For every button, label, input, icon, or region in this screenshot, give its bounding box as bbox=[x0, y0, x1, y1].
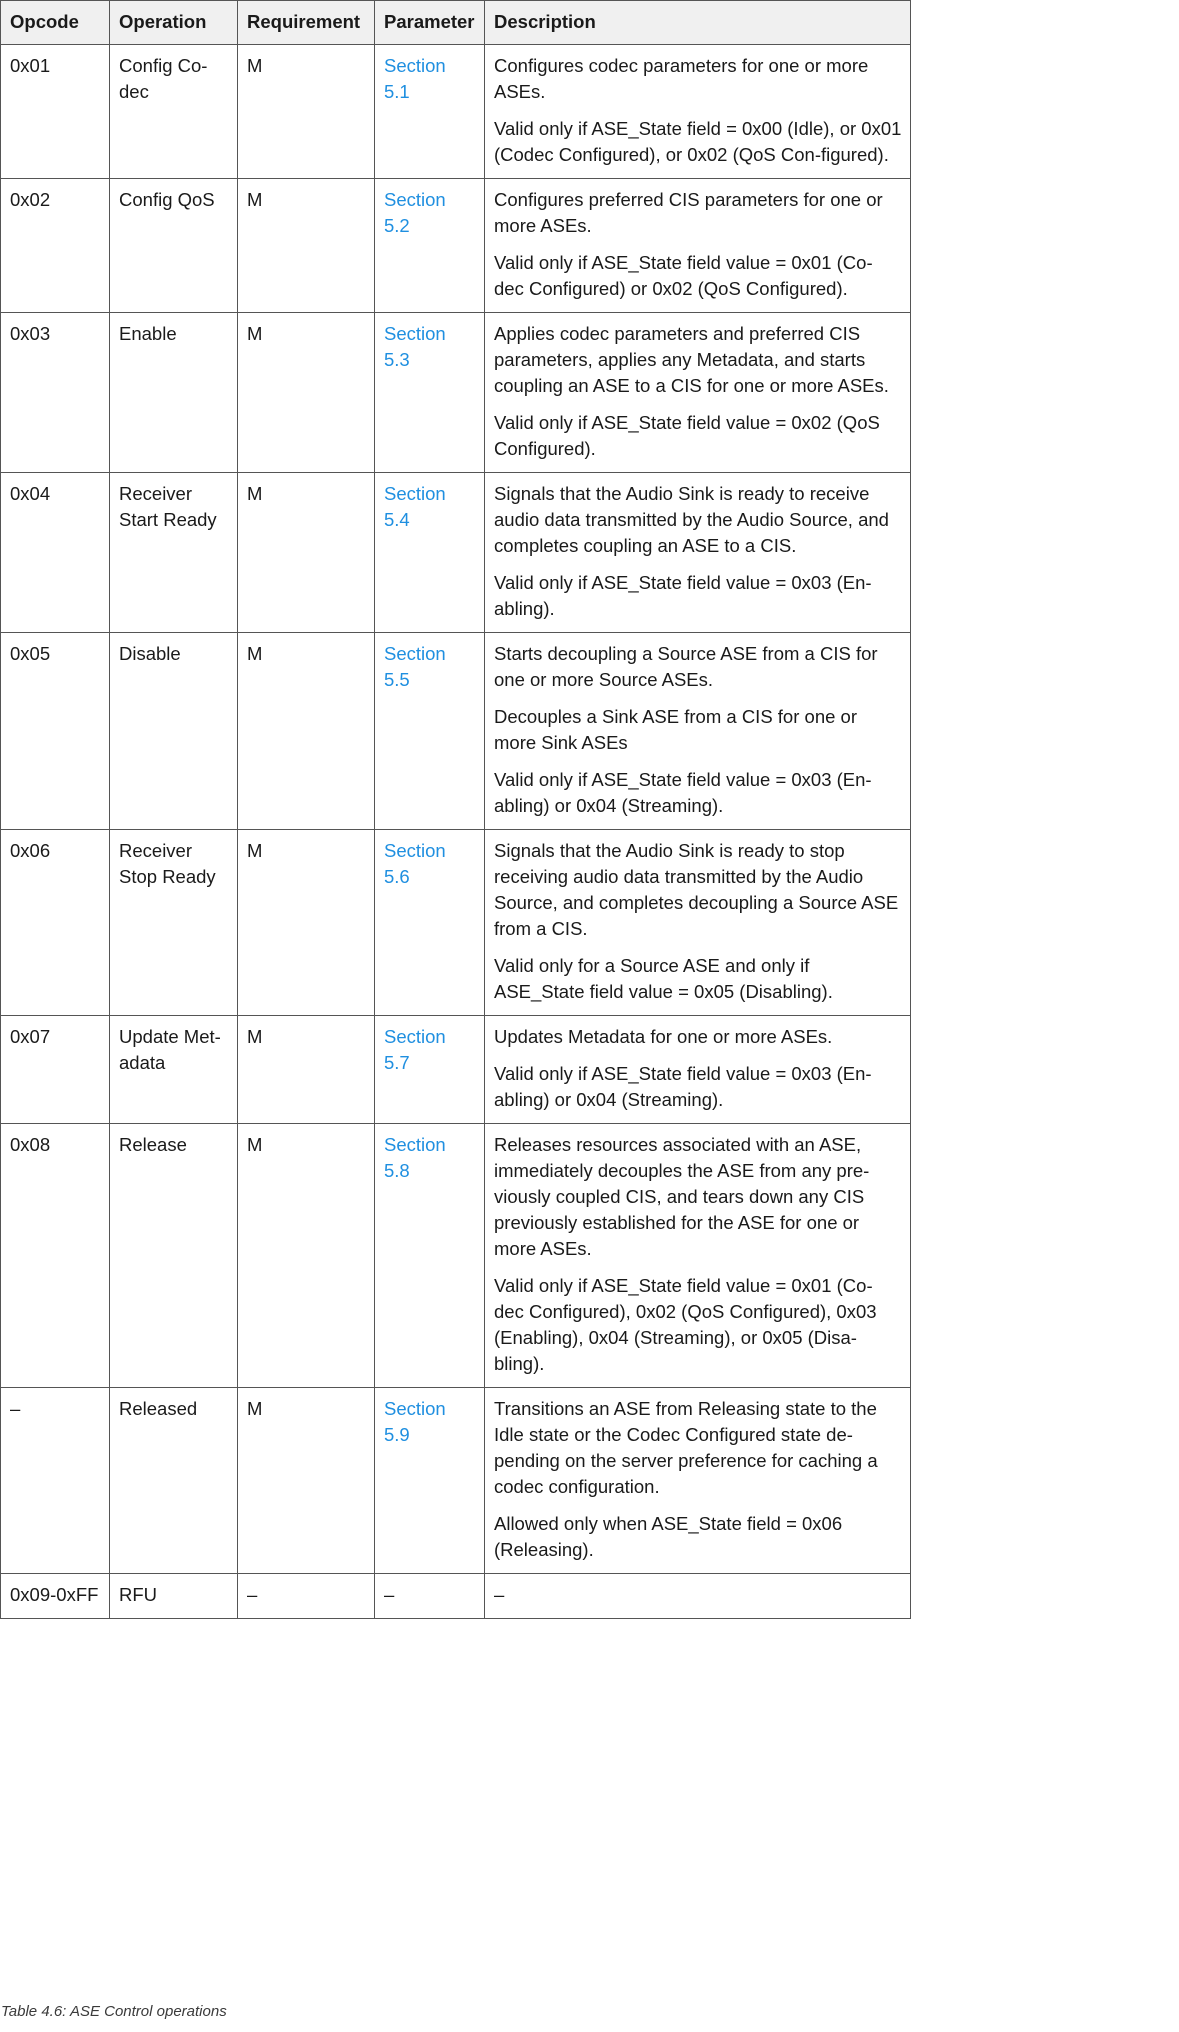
table-row bbox=[1, 1388, 911, 1574]
header-requirement: Requirement bbox=[238, 1, 375, 45]
requirement-cell: M bbox=[238, 313, 375, 473]
description-paragraph: Valid only if ASE_State field value = 0x03 (En-abling) or 0x04 (Streaming). bbox=[494, 1063, 872, 1110]
parameter-cell bbox=[375, 45, 485, 179]
operation-label: Config Co- dec bbox=[119, 55, 208, 102]
description-cell bbox=[485, 1388, 911, 1574]
opcode-cell: 0x04 bbox=[1, 473, 110, 633]
opcode-cell: 0x06 bbox=[1, 830, 110, 1016]
section-link[interactable]: Section 5.9 bbox=[384, 1398, 446, 1445]
description-cell bbox=[485, 313, 911, 473]
description-paragraph: Valid only if ASE_State field value = 0x01 (Co-dec Configured) or 0x02 (QoS Configured). bbox=[494, 252, 873, 299]
section-link[interactable]: Section 5.7 bbox=[384, 1026, 446, 1073]
table-caption: Table 4.6: ASE Control operations bbox=[1, 2003, 227, 2020]
operation-cell bbox=[110, 1016, 238, 1124]
requirement-cell: M bbox=[238, 179, 375, 313]
section-link[interactable]: Section 5.1 bbox=[384, 55, 446, 102]
operation-cell bbox=[110, 313, 238, 473]
parameter-cell bbox=[375, 830, 485, 1016]
description-paragraph: Starts decoupling a Source ASE from a CIS for one or more Source ASEs. bbox=[494, 643, 878, 690]
description-paragraph: Releases resources associated with an ASE, immediately decouples the ASE from any pre-viously coupled CIS, and tears down any CIS previously established for the ASE for one or more ASEs. bbox=[494, 1134, 870, 1259]
description-paragraph: Transitions an ASE from Releasing state to the Idle state or the Codec Configured state de-pending on the server preference for caching a codec configuration. bbox=[494, 1398, 878, 1497]
parameter-cell bbox=[375, 179, 485, 313]
parameter-cell bbox=[375, 473, 485, 633]
header-description: Description bbox=[485, 1, 911, 45]
section-link[interactable]: Section 5.6 bbox=[384, 840, 446, 887]
description-paragraph: Valid only if ASE_State field value = 0x01 (Co-dec Configured), 0x02 (QoS Configured), 0x03 (Enabling), 0x04 (Streaming), or 0x05 (Disa-bling). bbox=[494, 1275, 877, 1374]
description-cell bbox=[485, 1574, 911, 1619]
parameter-value: – bbox=[384, 1584, 395, 1605]
description-paragraph: Valid only if ASE_State field value = 0x02 (QoS Configured). bbox=[494, 412, 880, 459]
table-row bbox=[1, 1016, 911, 1124]
operation-cell bbox=[110, 1388, 238, 1574]
parameter-cell bbox=[375, 1016, 485, 1124]
table-header-row bbox=[1, 1, 911, 45]
table-row bbox=[1, 633, 911, 830]
parameter-cell bbox=[375, 1574, 485, 1619]
operation-label: Config QoS bbox=[119, 189, 215, 210]
operation-label: Released bbox=[119, 1398, 198, 1419]
opcode-cell: – bbox=[1, 1388, 110, 1574]
description-cell bbox=[485, 179, 911, 313]
table-body bbox=[1, 45, 911, 1619]
requirement-cell: – bbox=[238, 1574, 375, 1619]
operation-cell bbox=[110, 1574, 238, 1619]
operation-cell bbox=[110, 179, 238, 313]
opcode-cell: 0x08 bbox=[1, 1124, 110, 1388]
operation-cell bbox=[110, 45, 238, 179]
header-operation: Operation bbox=[110, 1, 238, 45]
table-row bbox=[1, 830, 911, 1016]
requirement-cell: M bbox=[238, 473, 375, 633]
requirement-cell: M bbox=[238, 830, 375, 1016]
operation-label: Enable bbox=[119, 323, 177, 344]
header-parameter: Parameter bbox=[375, 1, 485, 45]
requirement-cell: M bbox=[238, 1124, 375, 1388]
parameter-cell bbox=[375, 633, 485, 830]
opcode-cell: 0x01 bbox=[1, 45, 110, 179]
description-paragraph: Configures preferred CIS parameters for one or more ASEs. bbox=[494, 189, 883, 236]
requirement-cell: M bbox=[238, 633, 375, 830]
table-row bbox=[1, 45, 911, 179]
parameter-cell bbox=[375, 1388, 485, 1574]
parameter-cell bbox=[375, 313, 485, 473]
description-cell bbox=[485, 473, 911, 633]
requirement-cell: M bbox=[238, 45, 375, 179]
description-cell bbox=[485, 830, 911, 1016]
section-link[interactable]: Section 5.3 bbox=[384, 323, 446, 370]
opcode-cell: 0x07 bbox=[1, 1016, 110, 1124]
description-paragraph: Signals that the Audio Sink is ready to receive audio data transmitted by the Audio Source, and completes coupling an ASE to a CIS. bbox=[494, 483, 889, 556]
table-row bbox=[1, 1574, 911, 1619]
operation-label: Release bbox=[119, 1134, 187, 1155]
operation-label: RFU bbox=[119, 1584, 158, 1605]
opcode-cell: 0x09-0xFF bbox=[1, 1574, 110, 1619]
operation-label: Receiver Stop Ready bbox=[119, 840, 216, 887]
description-paragraph: Configures codec parameters for one or more ASEs. bbox=[494, 55, 869, 102]
description-cell bbox=[485, 1124, 911, 1388]
description-paragraph: Valid only if ASE_State field value = 0x03 (En-abling) or 0x04 (Streaming). bbox=[494, 769, 872, 816]
section-link[interactable]: Section 5.4 bbox=[384, 483, 446, 530]
description-paragraph: Valid only if ASE_State field value = 0x03 (En-abling). bbox=[494, 572, 872, 619]
parameter-cell bbox=[375, 1124, 485, 1388]
opcode-cell: 0x05 bbox=[1, 633, 110, 830]
requirement-cell: M bbox=[238, 1388, 375, 1574]
operation-label: Disable bbox=[119, 643, 181, 664]
description-paragraph: Allowed only when ASE_State field = 0x06 (Releasing). bbox=[494, 1513, 843, 1560]
opcode-cell: 0x02 bbox=[1, 179, 110, 313]
section-link[interactable]: Section 5.5 bbox=[384, 643, 446, 690]
table-row bbox=[1, 473, 911, 633]
operation-cell bbox=[110, 830, 238, 1016]
table-row bbox=[1, 179, 911, 313]
description-cell bbox=[485, 1016, 911, 1124]
operation-cell bbox=[110, 1124, 238, 1388]
table-row bbox=[1, 313, 911, 473]
description-paragraph: – bbox=[494, 1584, 505, 1605]
description-paragraph: Decouples a Sink ASE from a CIS for one or more Sink ASEs bbox=[494, 706, 857, 753]
description-paragraph: Valid only if ASE_State field = 0x00 (Idle), or 0x01 (Codec Configured), or 0x02 (QoS Con-figured). bbox=[494, 118, 902, 165]
description-paragraph: Updates Metadata for one or more ASEs. bbox=[494, 1026, 833, 1047]
table-row bbox=[1, 1124, 911, 1388]
operation-label: Update Met- adata bbox=[119, 1026, 221, 1073]
description-paragraph: Applies codec parameters and preferred CIS parameters, applies any Metadata, and starts coupling an ASE to a CIS for one or more ASEs. bbox=[494, 323, 889, 396]
section-link[interactable]: Section 5.2 bbox=[384, 189, 446, 236]
section-link[interactable]: Section 5.8 bbox=[384, 1134, 446, 1181]
description-paragraph: Valid only for a Source ASE and only if ASE_State field value = 0x05 (Disabling). bbox=[494, 955, 833, 1002]
opcode-cell: 0x03 bbox=[1, 313, 110, 473]
description-cell bbox=[485, 45, 911, 179]
operation-label: Receiver Start Ready bbox=[119, 483, 217, 530]
operation-cell bbox=[110, 633, 238, 830]
description-cell bbox=[485, 633, 911, 830]
header-opcode: Opcode bbox=[1, 1, 110, 45]
description-paragraph: Signals that the Audio Sink is ready to stop receiving audio data transmitted by the Audio Source, and completes decoupling a Source ASE from a CIS. bbox=[494, 840, 899, 939]
operation-cell bbox=[110, 473, 238, 633]
requirement-cell: M bbox=[238, 1016, 375, 1124]
